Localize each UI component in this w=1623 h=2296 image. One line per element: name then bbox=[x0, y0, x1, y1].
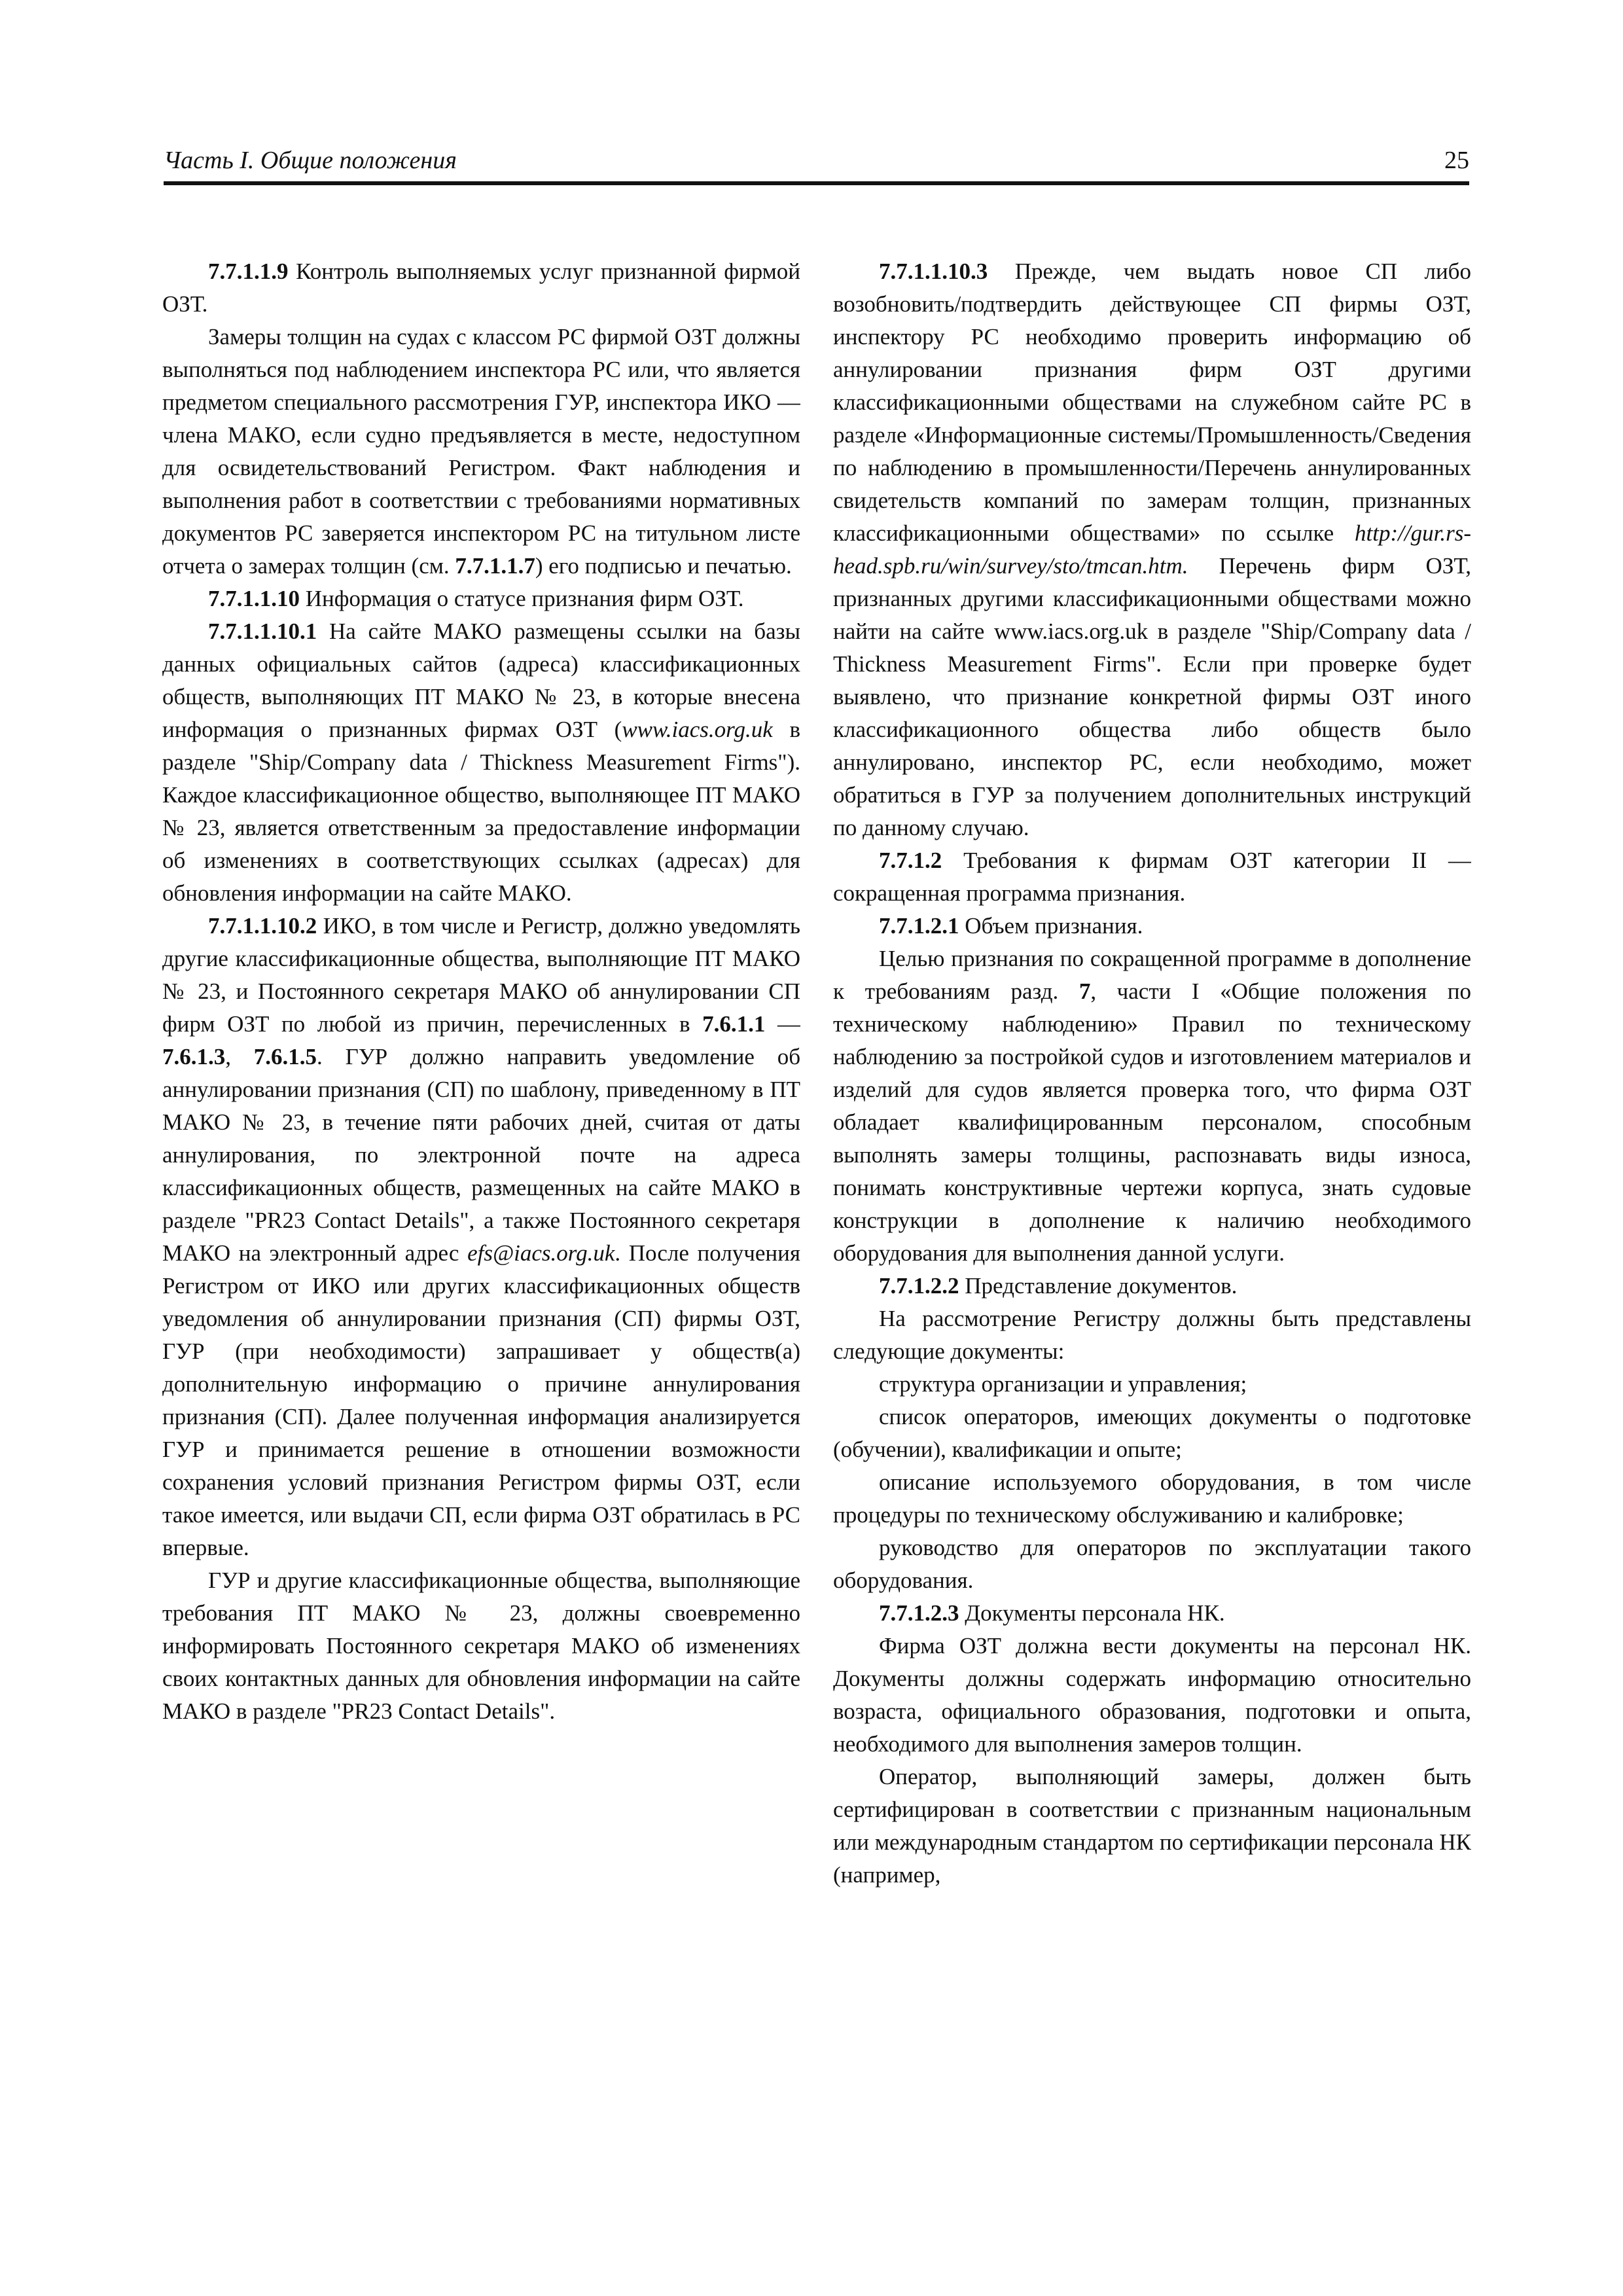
paragraph-text: . ГУР должно направить уведомление об аннулировании признания (СП) по шаблону, приведенному в ПТ МАКО № 23, в течение пяти рабочих дней, считая от даты аннулирования, по электронной почте на адреса классификационных обществ, размещенных на сайте МАКО в разделе "PR23 Contact Details", а также Постоянного секретаря МАКО на электронный адрес bbox=[162, 1044, 800, 1266]
list-item-operators-list: список операторов, имеющих документы о подготовке (обучении), квалификации и опыте; bbox=[833, 1404, 1471, 1462]
right-column bbox=[833, 255, 1471, 2193]
list-item-operator-manual: руководство для операторов по эксплуатации такого оборудования. bbox=[833, 1535, 1471, 1593]
paragraph-text: Информация о статусе признания фирм ОЗТ. bbox=[300, 586, 744, 611]
paragraph-text: Замеры толщин на судах с классом РС фирмой ОЗТ должны выполняться под наблюдением инспектора РС или, что является предметом специального рассмотрения ГУР, инспектора ИКО — члена МАКО, если судно предъявляется в месте, недоступном для освидетельствований Регистром. Факт наблюдения и выполнения работ в соответствии с требованиями нормативных документов РС заверяется инспектором РС на титульном листе отчета о замерах толщин (см. bbox=[162, 324, 800, 579]
iacs-link[interactable]: www.iacs.org.uk bbox=[622, 717, 773, 742]
clause-number: 7.7.1.1.9 bbox=[208, 259, 289, 284]
section-reference: 7 bbox=[1079, 978, 1091, 1004]
page-header bbox=[164, 141, 1469, 185]
clause-number: 7.7.1.1.10.2 bbox=[208, 913, 317, 939]
paragraph-7-7-1-1-10 bbox=[162, 583, 800, 615]
paragraph-text: Контроль выполняемых услуг признанной фирмой ОЗТ. bbox=[162, 259, 800, 317]
paragraph-text: Представление документов. bbox=[959, 1273, 1238, 1299]
paragraph-text: Перечень фирм ОЗТ, признанных другими классификационными обществами можно найти на сайте www.iacs.org.uk в разделе "Ship/Company data / Thickness Measurement Firms". Если при проверке будет выявлено, что признание конкретной фирмы ОЗТ иного классификационного общества либо обществ было аннулировано, инспектор РС, если необходимо, может обратиться в ГУР за получением дополнительных инструкций по данному случаю. bbox=[833, 553, 1471, 840]
clause-number: 7.7.1.1.10.1 bbox=[208, 619, 317, 644]
paragraph-7-7-1-2-1 bbox=[833, 910, 1471, 942]
list-item-organization-structure: структура организации и управления; bbox=[879, 1371, 1247, 1397]
clause-number: 7.7.1.1.10.3 bbox=[879, 259, 988, 284]
paragraph-7-7-1-2 bbox=[833, 844, 1471, 910]
paragraph-text: ГУР и другие классификационные общества, выполняющие требования ПТ МАКО № 23, должны своевременно информировать Постоянного секретаря МАКО об изменениях своих контактных данных для обновления информации на сайте МАКО в разделе "PR23 Contact Details". bbox=[162, 1568, 800, 1724]
paragraph-text: Прежде, чем выдать новое СП либо возобновить/подтвердить действующее СП фирмы ОЗТ, инспектору РС необходимо проверить информацию об аннулировании признания фирм ОЗТ другими классификационными обществами на служебном сайте РС в разделе «Информационные системы/Промышленность/Сведения по наблюдению в промышленности/Перечень аннулированных свидетельств компаний по замерам толщин, признанных классификационными обществами» по ссылке bbox=[833, 259, 1471, 546]
paragraph-text: в разделе "Ship/Company data / Thickness Measurement Firms"). Каждое классификационное общество, выполняющее ПТ МАКО № 23, является ответственным за предоставление информации об изменениях в соответствующих ссылках (адресах) для обновления информации на сайте МАКО. bbox=[162, 717, 800, 906]
paragraph-documents-intro: На рассмотрение Регистру должны быть представлены следующие документы: bbox=[833, 1306, 1471, 1364]
paragraph-contact-details-update bbox=[162, 1564, 800, 1728]
clause-number: 7.7.1.1.10 bbox=[208, 586, 300, 611]
paragraph-7-7-1-1-9 bbox=[162, 255, 800, 321]
paragraph-7-7-1-2-3 bbox=[833, 1597, 1471, 1630]
paragraph-text: — bbox=[765, 1011, 800, 1037]
clause-number: 7.7.1.2.2 bbox=[879, 1273, 959, 1299]
paragraph-text: ) его подписью и печатью. bbox=[535, 553, 792, 579]
email-link[interactable]: efs@iacs.org.uk bbox=[467, 1240, 615, 1266]
paragraph-ndt-personnel-records: Фирма ОЗТ должна вести документы на персонал НК. Документы должны содержать информацию относительно возраста, официального образования, подготовки и опыта, необходимого для выполнения замеров толщин. bbox=[833, 1633, 1471, 1757]
left-column bbox=[162, 255, 800, 2193]
paragraph-text: Целью признания по сокращенной программе в дополнение к требованиям разд. bbox=[833, 946, 1471, 1004]
paragraph-text: ИКО, в том числе и Регистр, должно уведомлять другие классификационные общества, выполняющие ПТ МАКО № 23, и Постоянного секретаря МАКО об аннулировании СП фирм ОЗТ по любой из причин, перечисленных в bbox=[162, 913, 800, 1037]
clause-number: 7.7.1.2.3 bbox=[879, 1600, 959, 1626]
paragraph-thickness-measurement-supervision bbox=[162, 321, 800, 583]
paragraph-text: Документы персонала НК. bbox=[959, 1600, 1225, 1626]
clause-reference: 7.7.1.1.7 bbox=[455, 553, 535, 579]
paragraph-7-7-1-2-2 bbox=[833, 1270, 1471, 1302]
paragraph-text: На сайте МАКО размещены ссылки на базы данных официальных сайтов (адреса) классификационных обществ, выполняющих ПТ МАКО № 23, в которые внесена информация о признанных фирмах ОЗТ ( bbox=[162, 619, 800, 742]
list-item-equipment-description: описание используемого оборудования, в том числе процедуры по техническому обслуживанию и калибровке; bbox=[833, 1469, 1471, 1528]
page-number: 25 bbox=[1444, 147, 1469, 174]
clause-number: 7.7.1.2 bbox=[879, 848, 942, 873]
paragraph-text: , части I «Общие положения по техническому наблюдению» Правил по техническому наблюдению за постройкой судов и изготовлением материалов и изделий для судов является проверка того, что фирма ОЗТ обладает квалифицированным персоналом, способным выполнять замеры толщины, распознавать виды износа, понимать конструктивные чертежи корпуса, знать судовые конструкции в дополнение к наличию необходимого оборудования для выполнения данной услуги. bbox=[833, 978, 1471, 1266]
clause-reference: 7.6.1.3 bbox=[162, 1044, 226, 1069]
paragraph-text: Требования к фирмам ОЗТ категории II — сокращенная программа признания. bbox=[833, 848, 1471, 906]
clause-number: 7.7.1.2.1 bbox=[879, 913, 959, 939]
paragraph-text: , bbox=[225, 1044, 254, 1069]
rs-head-link[interactable]: http://gur.rs-head.spb.ru/win/survey/sto/tmcan.htm. bbox=[833, 520, 1471, 579]
paragraph-7-7-1-1-10-1 bbox=[162, 615, 800, 910]
running-title: Часть I. Общие положения bbox=[164, 147, 457, 174]
paragraph-operator-certification: Оператор, выполняющий замеры, должен быть сертифицирован в соответствии с признанным национальным или международным стандартом по сертификации персонала НК (например, bbox=[833, 1764, 1471, 1888]
paragraph-text: . После получения Регистром от ИКО или других классификационных обществ уведомления об аннулировании признания (СП) фирмы ОЗТ, ГУР (при необходимости) запрашивает у обществ(а) дополнительную информацию о причине аннулирования признания (СП). Далее полученная информация анализируется ГУР и принимается решение в отношении возможности сохранения условий признания Регистром фирмы ОЗТ, если такое имеется, или выдачи СП, если фирма ОЗТ обратилась в РС впервые. bbox=[162, 1240, 800, 1560]
paragraph-7-7-1-1-10-3 bbox=[833, 255, 1471, 844]
paragraph-recognition-purpose bbox=[833, 942, 1471, 1270]
clause-reference: 7.6.1.1 bbox=[702, 1011, 766, 1037]
paragraph-text: Объем признания. bbox=[959, 913, 1143, 939]
paragraph-7-7-1-1-10-2 bbox=[162, 910, 800, 1564]
clause-reference: 7.6.1.5 bbox=[253, 1044, 317, 1069]
